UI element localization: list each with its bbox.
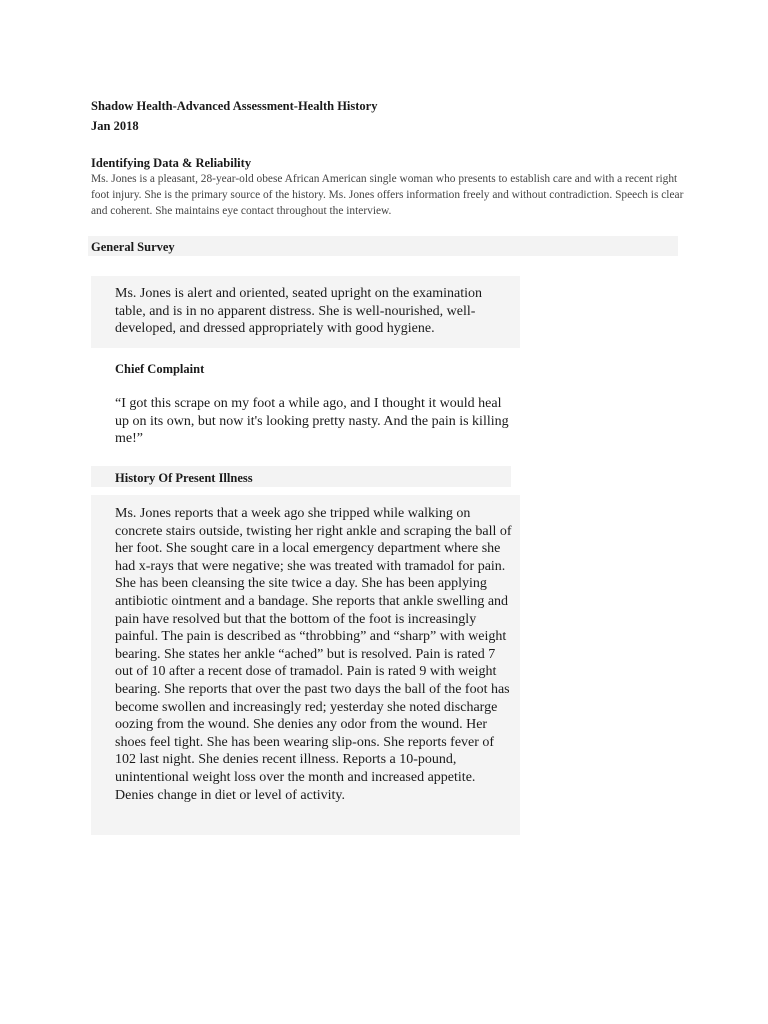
hpi-heading: History Of Present Illness (115, 471, 253, 485)
general-survey-header-bar (88, 236, 678, 256)
identifying-data-heading: Identifying Data & Reliability (91, 156, 252, 170)
document-title: Shadow Health-Advanced Assessment-Health History (91, 99, 378, 113)
general-survey-body: Ms. Jones is alert and oriented, seated upright on the examination table, and is in no apparent distress. She is well-nourished, well-developed, and dressed appropriately with good hygiene. (115, 286, 483, 336)
chief-complaint-body: “I got this scrape on my foot a while ago, and I thought it would heal up on its own, but now it's looking pretty nasty. And the pain is killing me!” (115, 396, 509, 446)
hpi-body: Ms. Jones reports that a week ago she tripped while walking on concrete stairs outside, twisting her right ankle and scraping the ball of her foot. She sought care in a local emergency department where she had x-rays that were negative; she was treated with tramadol for pain. She has been cleansing the site twice a day. She has been applying antibiotic ointment and a bandage. She reports that ankle swelling and pain have resolved but that the bottom of the foot is increasingly painful. The pain is described as “throbbing” and “sharp” with weight bearing. She states her ankle “ached” but is resolved. Pain is rated 7 out of 10 after a recent dose of tramadol. Pain is rated 9 with weight bearing. She reports that over the past two days the ball of the foot has become swollen and increasingly red; yesterday she noted discharge oozing from the wound. She denies any odor from the wound. Her shoes feel tight. She has been wearing slip-ons. She reports fever of 102 last night. She denies recent illness. Reports a 10-pound, unintentional weight loss over the month and increased appetite. Denies change in diet or level of activity. (115, 506, 512, 803)
chief-complaint-heading: Chief Complaint (115, 362, 205, 376)
document-date: Jan 2018 (91, 119, 139, 133)
general-survey-heading: General Survey (91, 240, 175, 254)
identifying-data-body: Ms. Jones is a pleasant, 28-year-old obese African American single woman who presents to establish care and with a recent right foot injury. She is the primary source of the history. Ms. Jones offers information freely and without contradiction. Speech is clear and coherent. She maintains eye contact throughout the interview. (91, 173, 684, 217)
